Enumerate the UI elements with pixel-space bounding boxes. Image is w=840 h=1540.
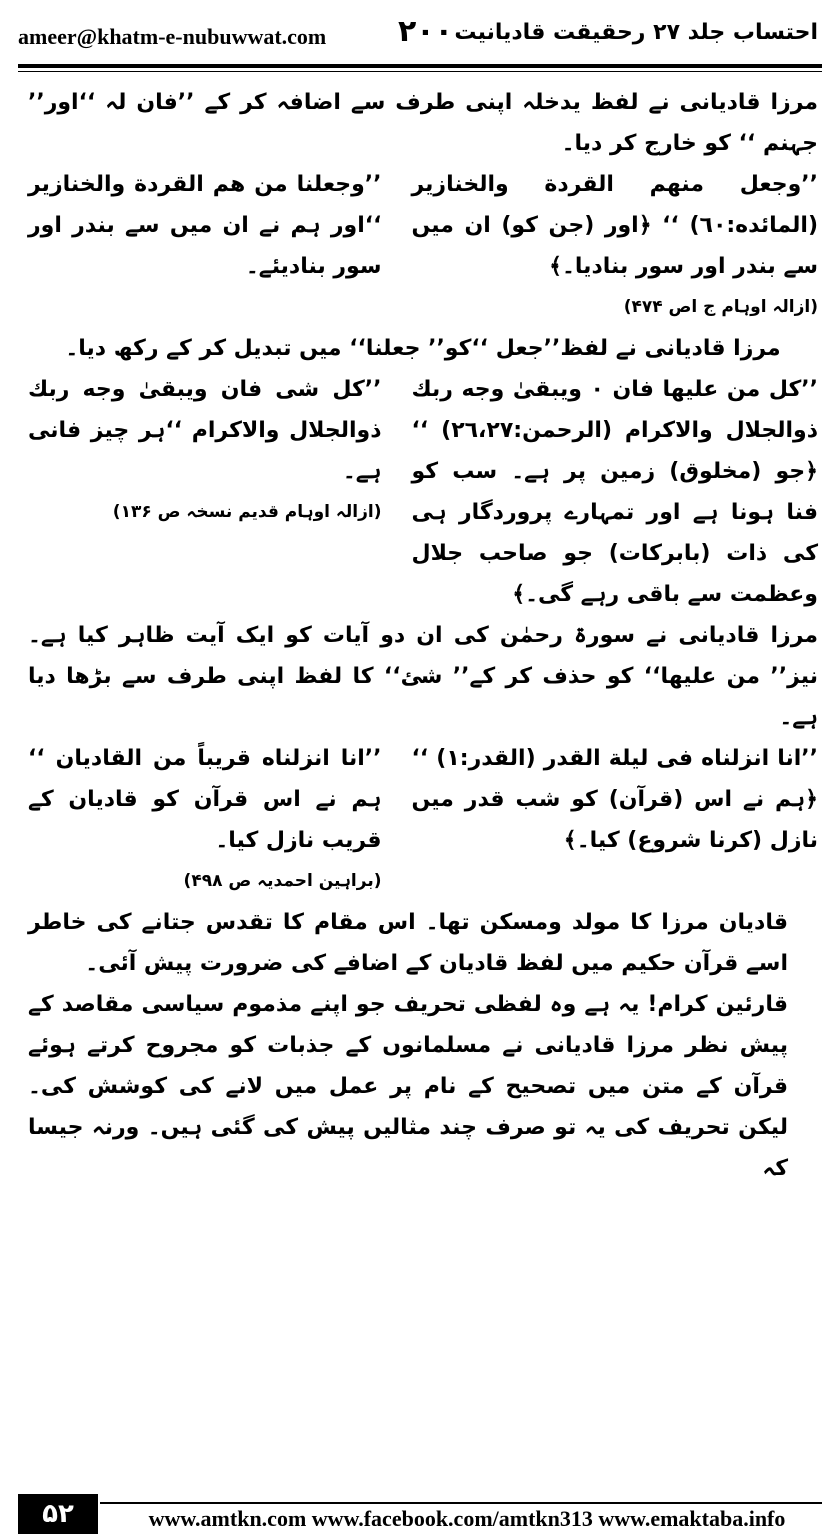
header-rule-thin (18, 71, 822, 72)
reference-3: (براہین احمدیہ ص ۴۹۸) (183, 871, 382, 891)
footer-rule (100, 1502, 822, 1504)
paragraph-1: مرزا قادیانی نے لفظ یدخلہ اپنی طرف سے اضافہ کر کے ’’فان لہ ‘‘اور’’ جہنم ‘‘ کو خارج کر دیا۔ (28, 90, 818, 156)
footer-urls: www.amtkn.com www.facebook.com/amtkn313 www.emaktaba.info (148, 1506, 786, 1531)
page-body (28, 82, 818, 1189)
page-header (0, 0, 840, 62)
quote-comparison-1 (28, 164, 818, 287)
mirza-quote-2: ’’کل شی فان ویبقیٰ وجه ربك ذوالجلال والاکرام ‘‘ہر چیز فانی ہے۔ (28, 377, 382, 484)
quran-quote-2: ’’کل من علیها فان ۰ ویبقیٰ وجه ربك ذوالجلال والاکرام (الرحمن:٢٦،٢٧) ‘‘ ﴿جو (مخلوق) زمین پر ہے۔ سب کو فنا ہونا ہے اور تمہارے پروردگار ہی کی ذات (بابرکات) جو صاحب جلال وعظمت سے باقی رہے گی۔﴾ (411, 377, 819, 607)
header-email: ameer@khatm-e-nubuwwat.com (18, 24, 327, 49)
paragraph-3: مرزا قادیانی نے سورۃ رحمٰن کی ان دو آیات کو ایک آیت ظاہر کیا ہے۔ نیز’’ من علیها‘‘ کو حذف کر کے’’ شئ‘‘ کا لفظ اپنی طرف سے بڑھا دیا ہے۔ (28, 623, 818, 730)
paragraph-4: قادیان مرزا کا مولد ومسکن تھا۔ اس مقام کا تقدس جتانے کی خاطر اسے قرآن حکیم میں لفظ قادیان کے اضافے کی ضرورت پیش آئی۔ (28, 910, 788, 976)
quote-comparison-3 (28, 738, 818, 902)
paragraph-5: قارئین کرام! یہ ہے وہ لفظی تحریف جو اپنے مذموم سیاسی مقاصد کے پیش نظر مرزا قادیانی نے مسلمانوں کے جذبات کو مجروح کرتے ہوئے قرآن کے متن میں تصحیح کے نام پر عمل میں لانے کی کوشش کی۔ لیکن تحریف کی یہ تو صرف چند مثالیں پیش کی گئی ہیں۔ ورنہ جیسا کہ (28, 992, 788, 1181)
header-rule-thick (18, 64, 822, 68)
reference-1: (ازالہ اوہام ج اص ۴۷۴) (623, 297, 818, 317)
quote-comparison-2 (28, 369, 818, 615)
quran-quote-1: ’’وجعل منهم القردة والخنازير (المائده:٦٠) ‘‘ ﴿اور (جن کو) ان میں سے بندر اور سور بنادیا۔﴾ (411, 172, 818, 279)
mirza-quote-3-block (28, 738, 381, 902)
mirza-quote-2-block (28, 369, 381, 615)
page-footer (0, 1494, 840, 1540)
mirza-quote-1: ’’وجعلنا من هم القردة والخنازير ‘‘اور ہم نے ان میں سے بندر اور سور بنادیئے۔ (28, 172, 382, 279)
quran-quote-3: ’’انا انزلناه فی لیلة القدر (القدر:١) ‘‘ ﴿ہم نے اس (قرآن) کو شب قدر میں نازل (کرنا شروع) کیا۔﴾ (411, 746, 818, 853)
paragraph-2: مرزا قادیانی نے لفظ’’جعل ‘‘کو’’ جعلنا‘‘ میں تبدیل کر کے رکھ دیا۔ (65, 336, 781, 361)
header-title: احتساب جلد ۲۷ رحقیقت قادیانیت (454, 20, 818, 45)
reference-2: (ازالہ اوہام قدیم نسخہ ص ۱۳۶) (112, 502, 382, 522)
header-page-number: ۲۰۰ (398, 14, 453, 49)
footer-page-box: ۵۲ (18, 1494, 98, 1534)
mirza-quote-3: ’’انا انزلناه قریباً من القادیان ‘‘ ہم نے اس قرآن کو قادیان کے قریب نازل کیا۔ (28, 746, 382, 853)
